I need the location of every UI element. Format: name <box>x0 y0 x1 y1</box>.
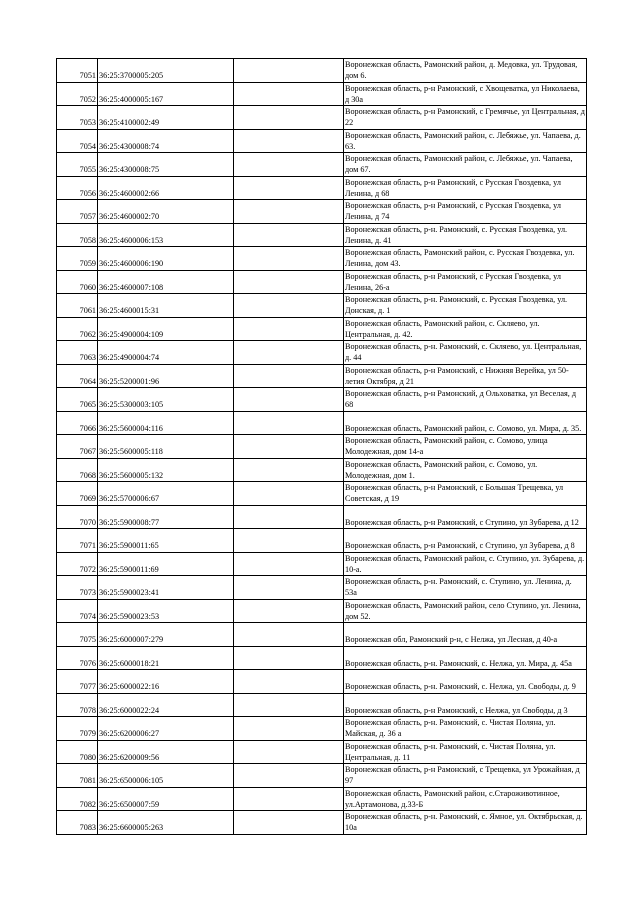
address-cell: Воронежская область, Рамонский район, с. Лебяжье, ул. Чапаева, д. 63. <box>344 129 587 153</box>
address-cell: Воронежская область, р-н Рамонский, с Русская Гвоздевка, ул Ленина, д 74 <box>344 200 587 224</box>
empty-cell <box>234 505 344 529</box>
cadastral-number-cell: 36:25:6200009:56 <box>98 740 234 764</box>
address-cell: Воронежская область, р-н. Рамонский, с. Чистая Поляна, ул. Центральная, д. 11 <box>344 740 587 764</box>
address-cell: Воронежская область, р-н Рамонский, д Ольховатка, ул Веселая, д 68 <box>344 388 587 412</box>
empty-cell <box>234 552 344 576</box>
cadastral-number-cell: 36:25:5600004:116 <box>98 411 234 435</box>
table-row <box>57 223 587 247</box>
row-number-cell: 7071 <box>57 529 98 553</box>
registry-table <box>56 58 587 835</box>
empty-cell <box>234 129 344 153</box>
empty-cell <box>234 623 344 647</box>
table-row <box>57 294 587 318</box>
address-cell: Воронежская область, Рамонский район, с. Сомово, ул. Мира, д. 35. <box>344 411 587 435</box>
empty-cell <box>234 599 344 623</box>
cadastral-number-cell: 36:25:4300008:75 <box>98 153 234 177</box>
empty-cell <box>234 294 344 318</box>
address-cell: Воронежская область, р-н Рамонский, с Ступино, ул Зубарева, д 12 <box>344 505 587 529</box>
cadastral-number-cell: 36:25:4300008:74 <box>98 129 234 153</box>
table-row <box>57 106 587 130</box>
table-row <box>57 693 587 717</box>
row-number-cell: 7080 <box>57 740 98 764</box>
table-row <box>57 317 587 341</box>
empty-cell <box>234 764 344 788</box>
table-row <box>57 458 587 482</box>
cadastral-number-cell: 36:25:4000005:167 <box>98 82 234 106</box>
cadastral-number-cell: 36:25:4600002:70 <box>98 200 234 224</box>
cadastral-number-cell: 36:25:6000018:21 <box>98 646 234 670</box>
empty-cell <box>234 435 344 459</box>
row-number-cell: 7068 <box>57 458 98 482</box>
cadastral-number-cell: 36:25:4600006:190 <box>98 247 234 271</box>
address-cell: Воронежская область, Рамонский район, с. Лебяжье, ул. Чапаева, дом 67. <box>344 153 587 177</box>
row-number-cell: 7081 <box>57 764 98 788</box>
cadastral-number-cell: 36:25:6600005:263 <box>98 811 234 835</box>
address-cell: Воронежская область, р-н. Рамонский, с. Скляево, ул. Центральная, д. 44 <box>344 341 587 365</box>
cadastral-number-cell: 36:25:4600006:153 <box>98 223 234 247</box>
table-row <box>57 764 587 788</box>
empty-cell <box>234 458 344 482</box>
row-number-cell: 7065 <box>57 388 98 412</box>
address-cell: Воронежская обл, Рамонский р-н, с Нелжа, ул Лесная, д 40-а <box>344 623 587 647</box>
row-number-cell: 7064 <box>57 364 98 388</box>
row-number-cell: 7054 <box>57 129 98 153</box>
cadastral-number-cell: 36:25:6000022:24 <box>98 693 234 717</box>
address-cell: Воронежская область, р-н Рамонский, с Ступино, ул Зубарева, д 8 <box>344 529 587 553</box>
row-number-cell: 7059 <box>57 247 98 271</box>
empty-cell <box>234 670 344 694</box>
empty-cell <box>234 317 344 341</box>
row-number-cell: 7060 <box>57 270 98 294</box>
address-cell: Воронежская область, р-н Рамонский, с Нижняя Верейка, ул 50-летия Октября, д 21 <box>344 364 587 388</box>
empty-cell <box>234 364 344 388</box>
row-number-cell: 7076 <box>57 646 98 670</box>
table-row <box>57 129 587 153</box>
cadastral-number-cell: 36:25:4900004:74 <box>98 341 234 365</box>
row-number-cell: 7061 <box>57 294 98 318</box>
address-cell: Воронежская область, р-н Рамонский, с Нелжа, ул Свободы, д 3 <box>344 693 587 717</box>
address-cell: Воронежская область, р-н Рамонский, с Большая Трещевка, ул Советская, д 19 <box>344 482 587 506</box>
cadastral-number-cell: 36:25:4900004:109 <box>98 317 234 341</box>
empty-cell <box>234 787 344 811</box>
table-row <box>57 552 587 576</box>
table-row <box>57 176 587 200</box>
empty-cell <box>234 529 344 553</box>
empty-cell <box>234 740 344 764</box>
address-cell: Воронежская область, Рамонский район, с. Скляево, ул. Центральная, д. 42. <box>344 317 587 341</box>
empty-cell <box>234 811 344 835</box>
address-cell: Воронежская область, Рамонский район, с.Староживотинное, ул.Артамонова, д.33-Б <box>344 787 587 811</box>
empty-cell <box>234 223 344 247</box>
row-number-cell: 7053 <box>57 106 98 130</box>
empty-cell <box>234 59 344 83</box>
address-cell: Воронежская область, р-н Рамонский, с Трещевка, ул Урожайная, д 97 <box>344 764 587 788</box>
cadastral-number-cell: 36:25:5900011:65 <box>98 529 234 553</box>
table-row <box>57 811 587 835</box>
address-cell: Воронежская область, Рамонский район, с. Сомово, ул. Молодежная, дом 1. <box>344 458 587 482</box>
table-row <box>57 670 587 694</box>
table-row <box>57 576 587 600</box>
table-row <box>57 435 587 459</box>
table-row <box>57 270 587 294</box>
address-cell: Воронежская область, Рамонский район, с. Ступино, ул. Зубарева, д. 10-а. <box>344 552 587 576</box>
table-row <box>57 482 587 506</box>
address-cell: Воронежская область, Рамонский район, д. Медовка, ул. Трудовая, дом 6. <box>344 59 587 83</box>
row-number-cell: 7069 <box>57 482 98 506</box>
empty-cell <box>234 82 344 106</box>
address-cell: Воронежская область, р-н Рамонский, с Гремячье, ул Центральная, д 22 <box>345 107 585 128</box>
address-cell: Воронежская область, р-н Рамонский, с Русская Гвоздевка, ул Ленина, 26-а <box>344 270 587 294</box>
empty-cell <box>234 576 344 600</box>
empty-cell <box>234 482 344 506</box>
table-row <box>57 505 587 529</box>
table-row <box>57 59 587 83</box>
table-row <box>57 200 587 224</box>
cadastral-number-cell: 36:25:4100002:49 <box>98 106 234 130</box>
row-number-cell: 7082 <box>57 787 98 811</box>
cadastral-number-cell: 36:25:6500007:59 <box>98 787 234 811</box>
address-cell: Воронежская область, р-н Рамонский, с Хвощеватка, ул Николаева, д 30а <box>344 82 587 106</box>
table-row <box>57 623 587 647</box>
row-number-cell: 7083 <box>57 811 98 835</box>
cadastral-number-cell: 36:25:5700006:67 <box>98 482 234 506</box>
row-number-cell: 7074 <box>57 599 98 623</box>
row-number-cell: 7055 <box>57 153 98 177</box>
table-row <box>57 411 587 435</box>
empty-cell <box>234 388 344 412</box>
cadastral-number-cell: 36:25:4600002:66 <box>98 176 234 200</box>
table-row <box>57 646 587 670</box>
row-number-cell: 7079 <box>57 717 98 741</box>
address-cell: Воронежская область, р-н. Рамонский, с. Ямное, ул. Октябрьская, д. 10а <box>344 811 587 835</box>
cadastral-number-cell: 36:25:6000022:16 <box>98 670 234 694</box>
empty-cell <box>234 176 344 200</box>
row-number-cell: 7073 <box>57 576 98 600</box>
cadastral-number-cell: 36:25:6000007:279 <box>98 623 234 647</box>
address-cell: Воронежская область, р-н. Рамонский, с. Нелжа, ул. Свободы, д. 9 <box>344 670 587 694</box>
empty-cell <box>234 153 344 177</box>
table-row <box>57 717 587 741</box>
address-cell: Воронежская область, р-н. Рамонский, с. Чистая Поляна, ул. Майская, д. 36 а <box>344 717 587 741</box>
table-row <box>57 529 587 553</box>
row-number-cell: 7052 <box>57 82 98 106</box>
cadastral-number-cell: 36:25:5200001:96 <box>98 364 234 388</box>
empty-cell <box>234 106 344 130</box>
address-cell: Воронежская область, р-н. Рамонский, с. Нелжа, ул. Мира, д. 45а <box>344 646 587 670</box>
address-cell: Воронежская область, р-н. Рамонский, с. Ступино, ул. Ленина, д. 53а <box>344 576 587 600</box>
address-cell: Воронежская область, Рамонский район, с. Сомово, улица Молодежная, дом 14-а <box>344 435 587 459</box>
address-cell: Воронежская область, Рамонский район, с. Русская Гвоздевка, ул. Ленина, дом 43. <box>344 247 587 271</box>
table-row <box>57 341 587 365</box>
empty-cell <box>234 200 344 224</box>
table-row <box>57 388 587 412</box>
empty-cell <box>234 693 344 717</box>
row-number-cell: 7058 <box>57 223 98 247</box>
empty-cell <box>234 270 344 294</box>
empty-cell <box>234 247 344 271</box>
address-cell: Воронежская область, р-н. Рамонский, с. Русская Гвоздевка, ул. Донская, д. 1 <box>344 294 587 318</box>
row-number-cell: 7067 <box>57 435 98 459</box>
cadastral-number-cell: 36:25:5300003:105 <box>98 388 234 412</box>
row-number-cell: 7078 <box>57 693 98 717</box>
empty-cell <box>234 341 344 365</box>
cadastral-number-cell: 36:25:6500006:105 <box>98 764 234 788</box>
row-number-cell: 7056 <box>57 176 98 200</box>
cadastral-number-cell: 36:25:4600007:108 <box>98 270 234 294</box>
cadastral-number-cell: 36:25:6200006:27 <box>98 717 234 741</box>
row-number-cell: 7072 <box>57 552 98 576</box>
row-number-cell: 7062 <box>57 317 98 341</box>
table-row <box>57 247 587 271</box>
cadastral-number-cell: 36:25:4600015:31 <box>98 294 234 318</box>
address-cell: Воронежская область, Рамонский район, село Ступино, ул. Ленина, дом 52. <box>344 599 587 623</box>
cadastral-number-cell: 36:25:5900008:77 <box>98 505 234 529</box>
row-number-cell: 7075 <box>57 623 98 647</box>
row-number-cell: 7066 <box>57 411 98 435</box>
row-number-cell: 7070 <box>57 505 98 529</box>
cadastral-number-cell: 36:25:5900023:41 <box>98 576 234 600</box>
cadastral-number-cell: 36:25:5600005:132 <box>98 458 234 482</box>
table-row <box>57 82 587 106</box>
registry-table-body <box>57 59 587 835</box>
cadastral-number-cell: 36:25:3700005:205 <box>98 59 234 83</box>
empty-cell <box>234 717 344 741</box>
row-number-cell: 7063 <box>57 341 98 365</box>
table-row <box>57 599 587 623</box>
table-row <box>57 364 587 388</box>
address-cell: Воронежская область, р-н. Рамонский, с. Русская Гвоздевка, ул. Ленина, д. 41 <box>344 223 587 247</box>
table-row <box>57 153 587 177</box>
empty-cell <box>234 411 344 435</box>
row-number-cell: 7057 <box>57 200 98 224</box>
cadastral-number-cell: 36:25:5600005:118 <box>98 435 234 459</box>
empty-cell <box>234 646 344 670</box>
cadastral-number-cell: 36:25:5900011:69 <box>98 552 234 576</box>
table-row <box>57 740 587 764</box>
table-row <box>57 787 587 811</box>
row-number-cell: 7077 <box>57 670 98 694</box>
row-number-cell: 7051 <box>57 59 98 83</box>
address-cell: Воронежская область, р-н Рамонский, с Русская Гвоздевка, ул Ленина, д 68 <box>344 176 587 200</box>
cadastral-number-cell: 36:25:5900023:53 <box>98 599 234 623</box>
